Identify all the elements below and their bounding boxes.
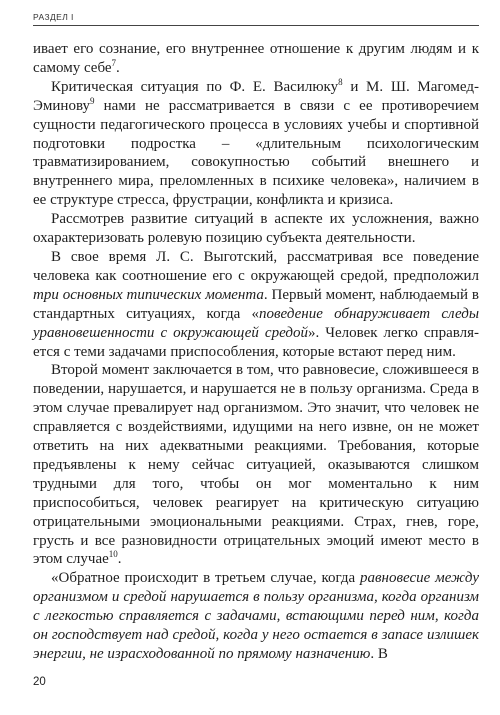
body-text <box>33 40 479 664</box>
paragraph-2 <box>33 78 479 210</box>
section-label: РАЗДЕЛ I <box>33 12 74 22</box>
text-span: ивает его сознание, его внутреннее отношение к другим людям и к самому себе <box>33 41 479 76</box>
text-span: нами не рассматривается в связи с ее противоречием сущности педагогического процесса в условиях учебы и спортивной подготовки подростка – «длительным психологическим травматизированием, совокупностью событий внешнего и внутреннего мира, преломленных в психике человека», наличием в ее структуре стресса, фрустрации, конфликта и кризиса. <box>33 97 479 209</box>
running-header <box>33 12 479 26</box>
footnote-ref: 10 <box>108 549 118 560</box>
text-span: . В <box>370 646 388 662</box>
italic-span: поведение обнаруживает следы уравновешенности с окружающей средой <box>33 305 479 341</box>
italic-span: три основных типических момента <box>33 286 264 303</box>
footnote-ref: 9 <box>90 95 95 106</box>
paragraph-6 <box>33 569 479 664</box>
text-span: Критическая ситуация по Ф. Е. Василюку <box>51 78 339 95</box>
page-number: 20 <box>33 676 46 688</box>
italic-span: равновесие между организмом и средой нарушается в пользу организма, когда организм с легкостью справляется с задачами, встающими перед ним, когда он господствует над средой, когда у него остается в запасе излишек энергии, не израсходованной по прямому назначению <box>33 570 479 662</box>
paragraph-5 <box>33 361 479 569</box>
text-span: «Обратное происходит в третьем случае, когда <box>51 570 361 587</box>
text-span: ». Человек легко справляется с теми задачами приспособления, которые встают перед ним. <box>33 324 479 360</box>
text-span: . Первый момент, наблюдаемый в стандартных ситуациях, когда « <box>33 286 479 322</box>
paragraph-3 <box>33 210 479 248</box>
text-span: и М. Ш. Магомед-Эминову <box>33 78 479 114</box>
text-span: . <box>117 551 122 568</box>
text-span: В свое время Л. С. Выготский, рассматривая все поведение человека как соотношение его с окружающей средой, предположил <box>33 248 479 284</box>
paragraph-4 <box>33 248 479 361</box>
text-span: Рассмотрев развитие ситуаций в аспекте их усложнения, важно охарактеризовать ролевую позицию субъекта деятельности. <box>33 211 479 247</box>
paragraph-1 <box>33 40 479 78</box>
footnote-ref: 7 <box>111 57 117 68</box>
text-span: . <box>116 59 120 76</box>
text-span: Второй момент заключается в том, что равновесие, сложившееся в поведении, нарушается, и нарушается не в пользу организма. Среда в этом случае превалирует над организмом. Это значит, что человек не справляется с воздействиями, идущими на него извне, он не может ответить на них адекватными реакциями. Требования, которые предъявлены к нему сейчас ситуацией, оказываются слишком трудными для того, чтобы он мог моментально к ним приспособиться, человек реагирует на критическую ситуацию отрицательными эмоциональными реакциями. Страх, гнев, горе, грусть и все разновидности отрицательных эмоций имеют место в этом случае <box>33 362 479 568</box>
footnote-ref: 8 <box>338 76 343 87</box>
